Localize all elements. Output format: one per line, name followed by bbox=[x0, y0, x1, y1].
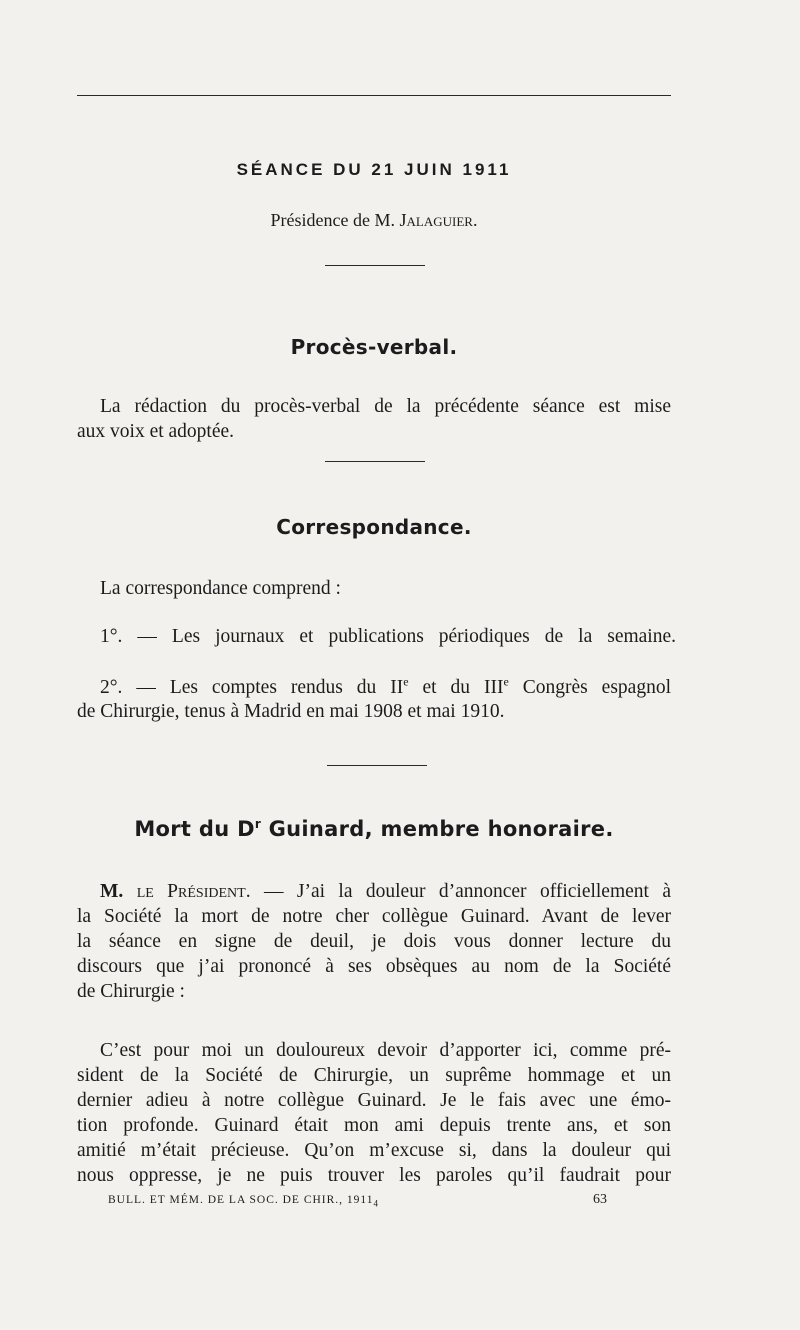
signature-mark: 4 bbox=[373, 1198, 379, 1209]
top-rule bbox=[77, 95, 671, 96]
paragraph-line: La rédaction du procès-verbal de la précédente séance est mise bbox=[100, 396, 671, 417]
paragraph-line: C’est pour moi un douloureux devoir d’apporter ici, comme pré- bbox=[100, 1040, 671, 1061]
paragraph-line: amitié m’était précieuse. Qu’on m’excuse si, dans la douleur qui bbox=[77, 1140, 671, 1161]
paragraph-line: tion profonde. Guinard était mon ami depuis trente ans, et son bbox=[77, 1115, 671, 1136]
section-divider bbox=[325, 265, 425, 266]
session-title: SÉANCE DU 21 JUIN 1911 bbox=[236, 160, 512, 179]
paragraph-line: La correspondance comprend : bbox=[100, 578, 341, 599]
paragraph-line: la séance en signe de deuil, je dois vous donner lecture du bbox=[77, 931, 671, 952]
paragraph-line: nous oppresse, je ne puis trouver les paroles qu’il faudrait pour bbox=[77, 1165, 671, 1186]
section-divider bbox=[327, 765, 427, 766]
proces-verbal-heading: Procès-verbal. bbox=[290, 335, 458, 359]
obituary-heading: Mort du $D^r$ Guinard, membre honoraire. bbox=[134, 817, 614, 841]
presidency-prefix: Présidence de M. bbox=[270, 210, 400, 230]
paragraph-line: aux voix et adoptée. bbox=[77, 421, 235, 442]
paragraph-line: dernier adieu à notre collègue Guinard. Je le fais avec une émo- bbox=[77, 1090, 671, 1111]
list-item: 1°. — Les journaux et publications périodiques de la semaine. bbox=[100, 626, 676, 647]
correspondance-heading: Correspondance. bbox=[276, 515, 472, 539]
paragraph-line: de Chirurgie : bbox=[77, 981, 185, 1002]
presidency-line bbox=[0, 210, 748, 231]
paragraph-line: la Société la mort de notre cher collègue Guinard. Avant de lever bbox=[77, 906, 671, 927]
section-divider bbox=[325, 461, 425, 462]
paragraph-line: de Chirurgie, tenus à Madrid en mai 1908 et mai 1910. bbox=[77, 701, 505, 722]
paragraph-line: discours que j’ai prononcé à ses obsèques au nom de la Société bbox=[77, 956, 671, 977]
speaker-title: le Président. bbox=[136, 881, 251, 902]
paragraph-line: sident de la Société de Chirurgie, un suprême hommage et un bbox=[77, 1065, 671, 1086]
president-name: Jalaguier. bbox=[399, 210, 478, 230]
paragraph-line: M. le Président. — J’ai la douleur d’annoncer officiellement à bbox=[100, 881, 671, 902]
footer-citation: BULL. ET MÉM. DE LA SOC. DE CHIR., $1911_4$ bbox=[108, 1194, 379, 1209]
page-number: 63 bbox=[593, 1192, 607, 1207]
list-item: 2°. — Les comptes rendus du IIe et du IIIe Congrès espagnol bbox=[100, 674, 672, 698]
